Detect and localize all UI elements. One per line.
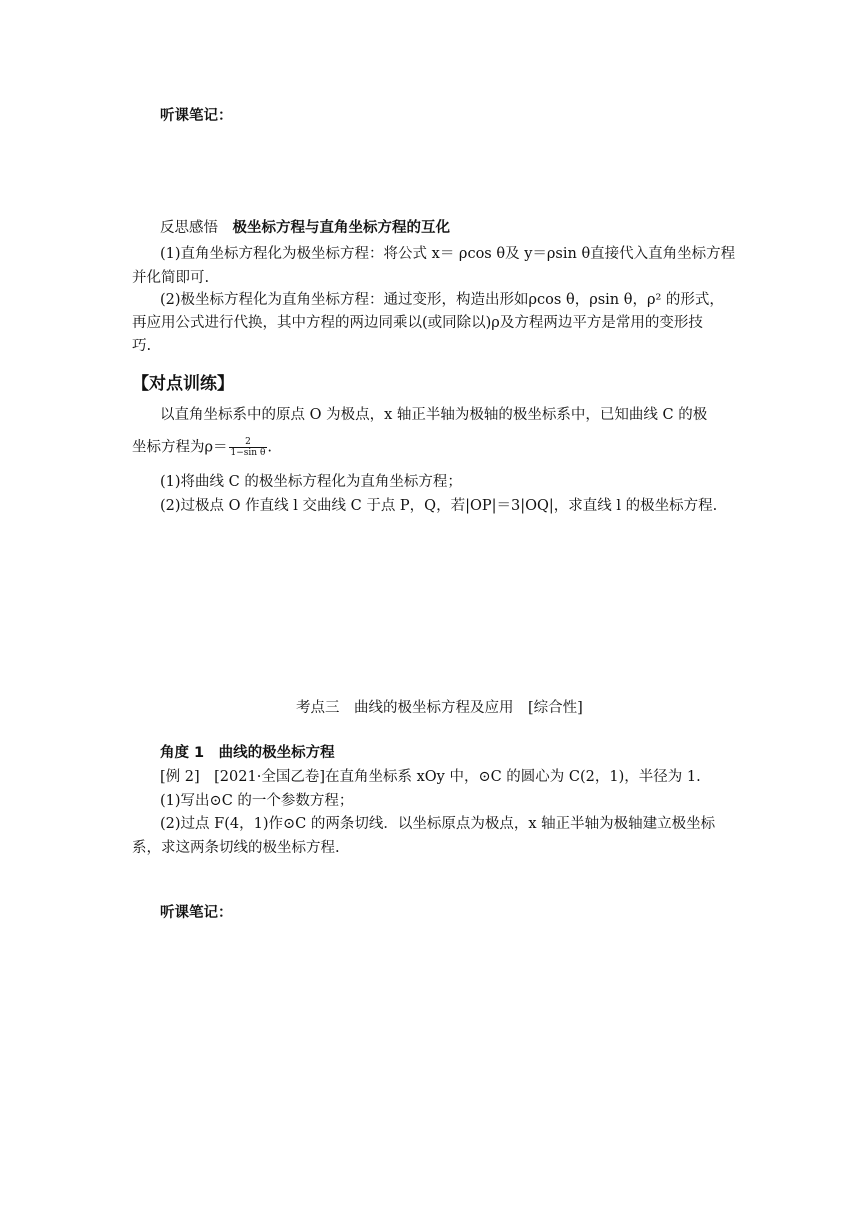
training-line2	[132, 437, 272, 458]
angle-heading: 角度 1 曲线的极坐标方程	[160, 745, 335, 761]
training-line2-suffix: .	[267, 439, 272, 456]
training-heading: 【对点训练】	[132, 374, 234, 394]
notes-label: 听课笔记：	[160, 108, 233, 124]
reflection-p1-line1: (1)直角坐标方程化为极坐标方程：将公式 x＝ ρcos θ及 y＝ρsin θ直接代入直角坐标方程	[160, 246, 736, 262]
reflection-p1-line2: 并化简即可.	[132, 270, 210, 286]
reflection-tag: 反思感悟	[160, 220, 218, 236]
training-line2-prefix: 坐标方程为ρ＝	[132, 439, 228, 456]
reflection-p2-line2: 再应用公式进行代换，其中方程的两边同乘以(或同除以)ρ及方程两边平方是常用的变形技	[132, 315, 703, 331]
training-line1: 以直角坐标系中的原点 O 为极点，x 轴正半轴为极轴的极坐标系中，已知曲线 C 的极	[160, 407, 708, 423]
fraction-denominator: 1−sin θ	[230, 448, 266, 458]
example-q2-line2: 系，求这两条切线的极坐标方程.	[132, 840, 340, 856]
training-q1: (1)将曲线 C 的极坐标方程化为直角坐标方程；	[160, 474, 462, 490]
example-q1: (1)写出⊙C 的一个参数方程；	[160, 793, 354, 809]
fraction-numerator: 2	[229, 437, 268, 448]
example-q2-line1: (2)过点 F(4，1)作⊙C 的两条切线．以坐标原点为极点，x 轴正半轴为极轴建立极坐标	[160, 816, 716, 832]
reflection-heading	[160, 218, 450, 238]
reflection-title: 极坐标方程与直角坐标方程的互化	[232, 220, 450, 236]
training-q2: (2)过极点 O 作直线 l 交曲线 C 于点 P，Q，若|OP|＝3|OQ|，求直线 l 的极坐标方程.	[160, 498, 718, 514]
example-line: [例 2] [2021·全国乙卷]在直角坐标系 xOy 中，⊙C 的圆心为 C(2，1)，半径为 1.	[160, 769, 701, 785]
section-title: 考点三 曲线的极坐标方程及应用 [综合性]	[296, 700, 583, 716]
notes-label: 听课笔记：	[160, 905, 233, 921]
rho-fraction	[229, 437, 268, 458]
reflection-p2-line1: (2)极坐标方程化为直角坐标方程：通过变形，构造出形如ρcos θ，ρsin θ，ρ² 的形式，	[160, 292, 724, 308]
reflection-p2-line3: 巧.	[132, 338, 152, 354]
